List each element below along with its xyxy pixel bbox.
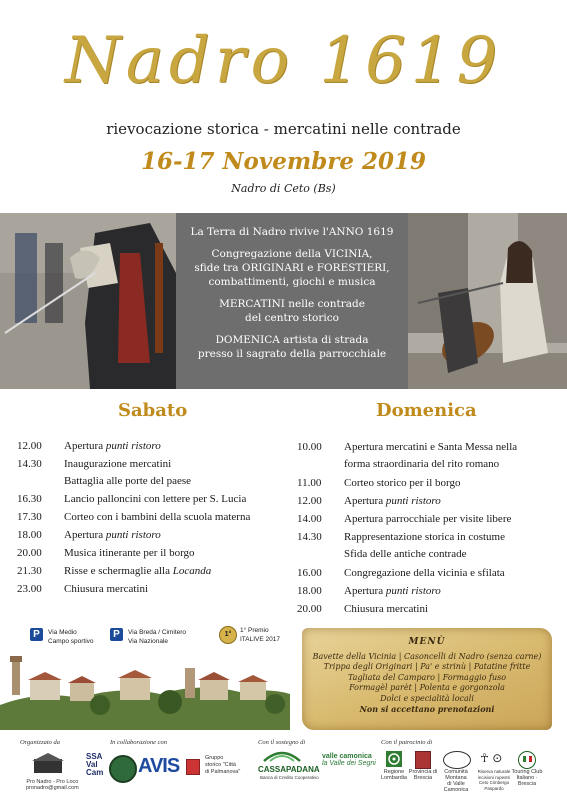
- provincia-brescia-text: Provincia di Brescia: [408, 769, 438, 781]
- menu-line: Tagliata del Camparo | Formaggio fuso: [347, 672, 507, 682]
- rock-carving-icon: ☥ ⊙: [480, 751, 503, 765]
- banner-line: del centro storico: [245, 312, 339, 324]
- menu-line: Trippa degli Originari | Pa' e strinù | Patatine fritte: [323, 662, 531, 671]
- saturday-schedule: 12.00 Apertura punti ristoro 14.30 Inaugurazione mercatini Battaglia alle porte del paese 16.30 Lancio palloncini con lettere per S. Lucia 17.30 Corteo con i bambini della scuola materna 18.00 Apertura punti ristoro 20.00 Musica itinerante per il borgo 21.30 Risse e schermaglie alla Locanda 23.00 Chiusura mercatini: [17, 440, 251, 595]
- menu-line: Dolci e specialità locali: [380, 693, 474, 703]
- gruppo-storico-text: Gruppo storico "Città di Palmanova": [205, 755, 241, 775]
- comunita-montana-text: Comunità Montana di Valle Camonica: [443, 769, 469, 793]
- photo-performers: [408, 213, 567, 389]
- pro-nadro-logo: [32, 753, 64, 775]
- banner-line: DOMENICA artista di strada: [215, 334, 369, 346]
- patronage-label: Con il patrocinio di: [381, 739, 433, 746]
- village-illustration: [0, 650, 290, 730]
- circle-emblem-logo: [109, 755, 137, 783]
- provincia-brescia-icon: [415, 751, 431, 769]
- banner-line: presso il sagrato della parrocchiale: [197, 348, 387, 360]
- support-label: Con il sostegno di: [258, 739, 306, 746]
- event-place: Nadro di Ceto (Bs): [231, 182, 336, 195]
- valle-camonica-logo: valle camonica la Valle dei Segni: [322, 753, 376, 767]
- award-medal-icon: 1°: [219, 626, 237, 644]
- comunita-montana-icon: [443, 751, 471, 769]
- photo-swordsman: [0, 213, 176, 389]
- parking-icon: P: [110, 628, 123, 641]
- banner-line: Congregazione della VICINIA,: [211, 248, 373, 260]
- banner-line: sfide tra ORIGINARI e FORESTIERI,: [194, 262, 390, 274]
- cassapadana-subtitle: Banca di Credito Cooperativo: [260, 775, 319, 780]
- menu-line: Non si accettano prenotazioni: [359, 704, 495, 714]
- pro-nadro-text: Pro Nadro - Pro Loco pronadro@gmail.com: [26, 779, 79, 791]
- banner-text-panel: [176, 213, 408, 389]
- menu-line: Formagèl parèt | Polenta e gorgonzola: [349, 683, 505, 692]
- regione-lombardia-icon: [386, 751, 402, 767]
- event-subtitle: rievocazione storica - mercatini nelle contrade: [106, 120, 461, 138]
- riserva-text: Riserva naturale incisioni rupestri Ceto Cimbergo Paspardo: [477, 769, 511, 791]
- touring-club-text: Touring Club Italiano · Brescia: [511, 769, 543, 787]
- banner-line: La Terra di Nadro rivive l'ANNO 1619: [190, 226, 394, 238]
- touring-club-icon: [518, 751, 536, 769]
- sunday-schedule: 10.00 Apertura mercatini e Santa Messa nella forma straordinaria del rito romano 11.00 Corteo storico per il borgo 12.00 Apertura punti ristoro 14.00 Apertura parrocchiale per visite libere 14.30 Rappresentazione storica in costume Sfida delle antiche contrade 16.00 Congregazione della vicinia e sfilata 18.00 Apertura punti ristoro 20.00 Chiusura mercatini: [297, 441, 518, 615]
- collaboration-label: In collaborazione con: [110, 739, 168, 746]
- banner-line: combattimenti, giochi e musica: [208, 276, 376, 288]
- banner-line: MERCATINI nelle contrade: [219, 298, 365, 310]
- parking-icon: P: [30, 628, 43, 641]
- regione-lombardia-text: Regione Lombardia: [381, 769, 407, 781]
- menu-title: MENÙ: [408, 637, 446, 647]
- menu-line: Bavette della Vicinia | Casoncelli di Nadro (senza carne): [312, 651, 542, 661]
- sponsors-bar: [0, 735, 567, 800]
- cassapadana-logo: CASSAPADANA: [258, 765, 320, 774]
- event-title: Nadro 1619: [64, 24, 503, 98]
- cassapadana-emblem-icon: [262, 749, 302, 763]
- avis-logo: AVIS: [138, 755, 180, 777]
- saturday-heading: Sabato: [118, 400, 188, 421]
- menu-scroll: [302, 628, 552, 730]
- sunday-heading: Domenica: [376, 400, 477, 421]
- photo-banner: [0, 213, 567, 389]
- shield-icon: [186, 759, 200, 775]
- ssa-valcam-logo: SSA Val Cam: [86, 752, 104, 777]
- event-dates: 16-17 Novembre 2019: [140, 148, 427, 175]
- organized-by-label: Organizzato da: [20, 739, 61, 746]
